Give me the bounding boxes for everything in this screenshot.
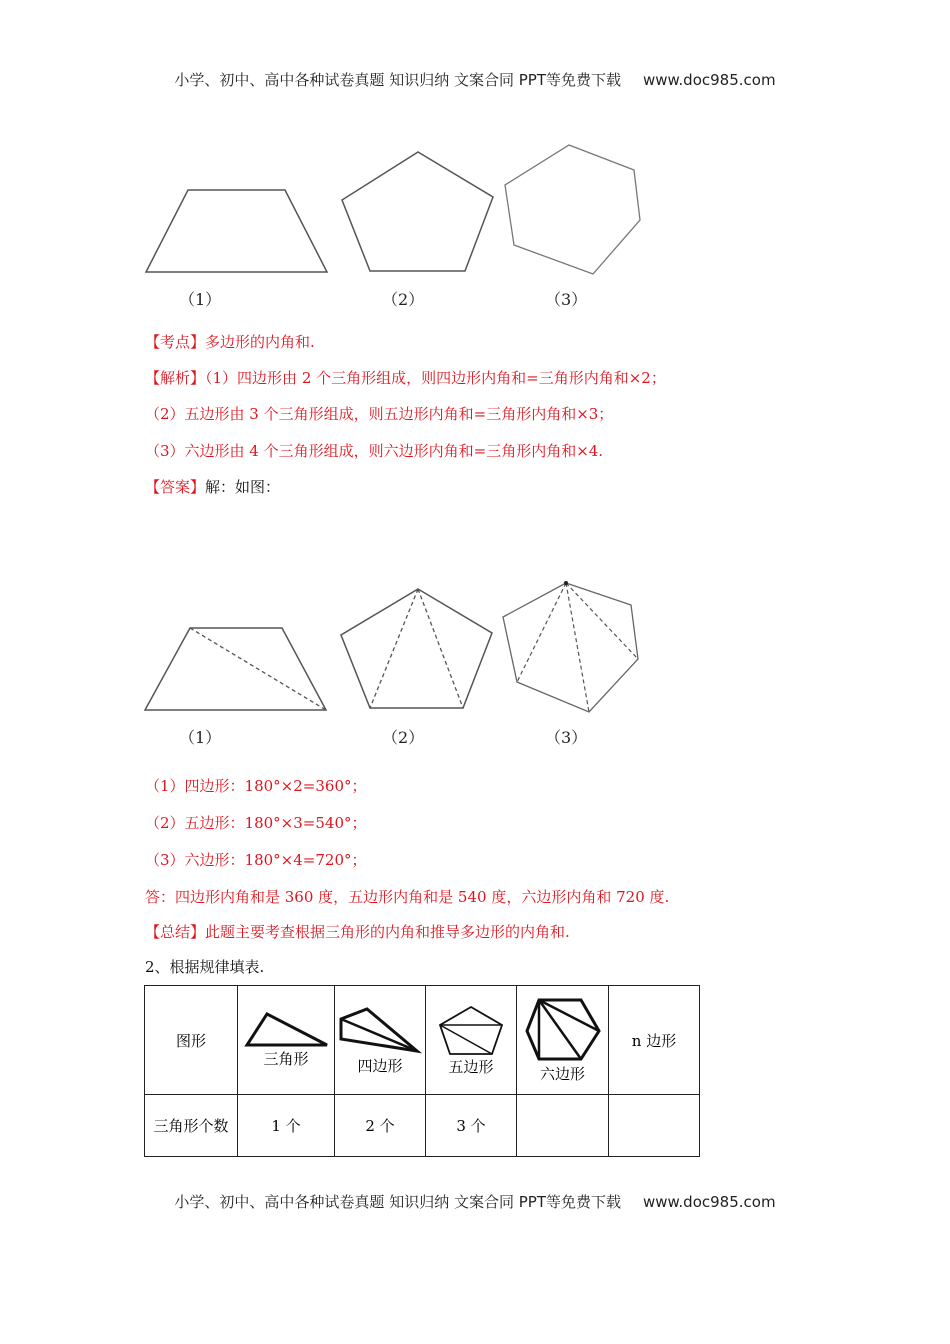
trapezoid-divided [145, 628, 326, 710]
header-text: 小学、初中、高中各种试卷真题 知识归纳 文案合同 PPT等免费下载 [174, 71, 621, 89]
daan-line [145, 476, 280, 497]
quadrilateral-icon [337, 1005, 423, 1055]
pentagon [342, 152, 493, 271]
pentagon-icon [436, 1004, 506, 1056]
count-pentagon: 3 个 [426, 1095, 517, 1157]
cell-triangle [238, 986, 335, 1095]
count-triangle: 1 个 [238, 1095, 335, 1157]
jiexi-text-1: （1）四边形由 2 个三角形组成，则四边形内角和=三角形内角和×2； [205, 369, 666, 387]
quadrilateral-label: 四边形 [357, 1056, 403, 1075]
cell-quadrilateral [335, 986, 426, 1095]
page-footer [0, 1191, 950, 1212]
pentagon-diagonal-1 [370, 589, 418, 708]
result-line-1: （1）四边形：180°×2=360°； [145, 777, 367, 795]
pattern-table [144, 985, 700, 1157]
table-header-count: 三角形个数 [145, 1095, 238, 1157]
footer-site[interactable]: www.doc985.com [642, 1193, 776, 1211]
count-n-gon[interactable] [609, 1095, 700, 1157]
header-site[interactable]: www.doc985.com [642, 71, 776, 89]
fig1-label-2: （2） [382, 290, 425, 309]
fig2-label-3: （3） [545, 728, 588, 747]
table-header-shape: 图形 [145, 986, 238, 1095]
fig2-label-2: （2） [382, 728, 425, 747]
hexagon-label: 六边形 [539, 1064, 585, 1083]
jiexi-tag: 【解析】 [145, 369, 206, 387]
count-hexagon[interactable] [517, 1095, 609, 1157]
polygons-figure-2 [0, 575, 950, 725]
hexagon-icon [523, 997, 603, 1063]
trapezoid [146, 190, 327, 272]
hexagon-divided [503, 583, 638, 712]
count-quadrilateral: 2 个 [335, 1095, 426, 1157]
zongjie-tag: 【总结】 [145, 923, 206, 941]
fig1-label-3: （3） [545, 290, 588, 309]
jiexi-line-2: （2）五边形由 3 个三角形组成，则五边形内角和=三角形内角和×3； [145, 405, 614, 423]
zongjie-text: 此题主要考查根据三角形的内角和推导多边形的内角和. [205, 923, 570, 941]
kaodian-tag: 【考点】 [145, 333, 206, 351]
table-row-shapes [145, 986, 700, 1095]
pentagon-divided [341, 589, 492, 708]
fig1-label-1: （1） [179, 290, 222, 309]
page-header [0, 69, 950, 90]
question-2-title: 2、根据规律填表. [145, 958, 265, 976]
cell-n-gon: n 边形 [609, 986, 700, 1095]
daan-tag: 【答案】 [145, 478, 206, 496]
footer-text: 小学、初中、高中各种试卷真题 知识归纳 文案合同 PPT等免费下载 [174, 1193, 621, 1211]
result-line-3: （3）六边形：180°×4=720°； [145, 851, 367, 869]
pentagon-diagonal-2 [418, 589, 463, 708]
answer-line: 答：四边形内角和是 360 度，五边形内角和是 540 度，六边形内角和 720 度. [145, 888, 670, 906]
daan-text: 解：如图： [205, 478, 281, 496]
hexagon-diagonal-1 [517, 583, 566, 682]
hexagon [505, 145, 640, 274]
triangle-label: 三角形 [263, 1049, 309, 1068]
trapezoid-diagonal [190, 628, 326, 710]
cell-pentagon [426, 986, 517, 1095]
table-row-counts [145, 1095, 700, 1157]
hexagon-diagonal-3 [566, 583, 638, 659]
kaodian-text: 多边形的内角和. [205, 333, 315, 351]
jiexi-line-3: （3）六边形由 4 个三角形组成，则六边形内角和=三角形内角和×4. [145, 442, 604, 460]
hexagon-diagonal-2 [566, 583, 589, 712]
fig2-label-1: （1） [179, 728, 222, 747]
cell-hexagon [517, 986, 609, 1095]
pentagon-label: 五边形 [448, 1057, 494, 1076]
triangle-icon [241, 1012, 331, 1048]
result-line-2: （2）五边形：180°×3=540°； [145, 814, 367, 832]
kaodian-line [145, 331, 315, 352]
zongjie-line [145, 921, 570, 942]
jiexi-line-1 [145, 367, 666, 388]
polygons-figure-1 [0, 140, 950, 320]
